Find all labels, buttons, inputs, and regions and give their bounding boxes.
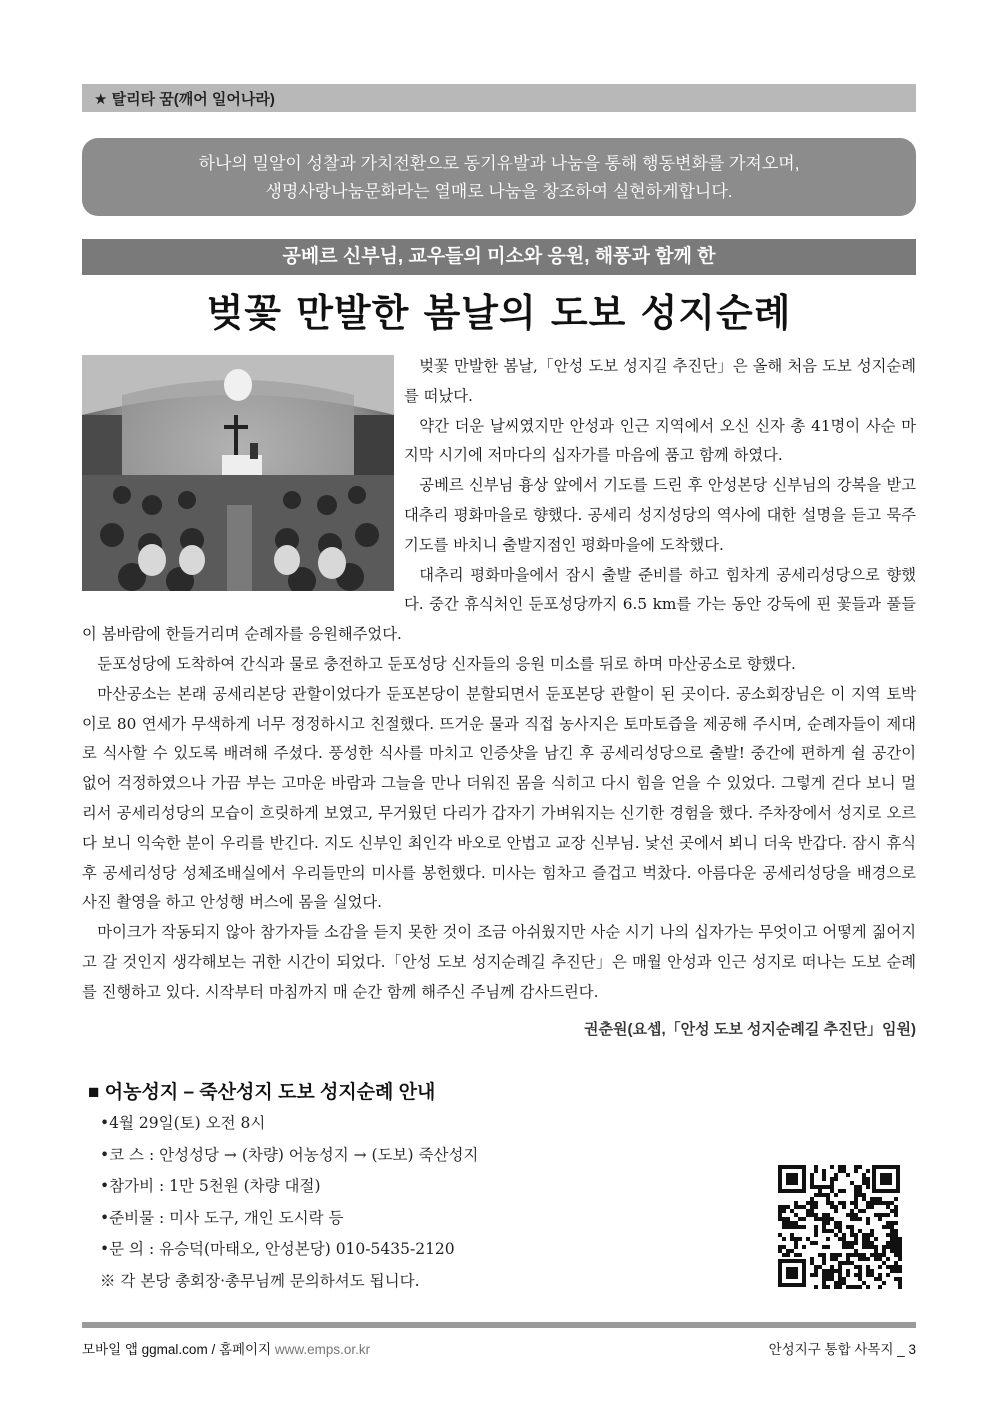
section-header-bar (82, 84, 916, 112)
notice-item-course: •코 스 : 안성성당 → (차량) 어농성지 → (도보) 죽산성지 (100, 1145, 479, 1164)
footer-divider (82, 1322, 916, 1328)
article-paragraph-1: 벚꽃 만발한 봄날,「안성 도보 성지길 추진단」은 올해 처음 도보 성지순례를 떠났다. (404, 357, 916, 405)
notice-item-contact: •문 의 : 유승덕(마태오, 안성본당) 010-5435-2120 (100, 1240, 455, 1258)
mission-line-2: 생명사랑나눔문화라는 열매로 나눔을 창조하여 실현하게합니다. (265, 182, 733, 201)
article-paragraph-4: 대추리 평화마을에서 잠시 출발 준비를 하고 힘차게 공세리성당으로 향했다. 중간 휴식처인 둔포성당까지 6.5 km를 가는 동안 강둑에 핀 꽃들과 풀들이 봄바람에 한들거리며 순례자를 응원해주었다. (82, 565, 916, 644)
notice-item-note: ※ 각 본당 총회장·총무님께 문의하셔도 됩니다. (100, 1271, 420, 1290)
notice-list (100, 1108, 478, 1297)
section-label: ★ 탈리타 꿈(깨어 일어나라) (94, 91, 275, 108)
article-paragraph-7: 마이크가 작동되지 않아 참가자들 소감을 듣지 못한 것이 조금 아쉬웠지만 사순 시기 나의 십자가는 무엇이고 어떻게 짊어지고 갈 것인지 생각해보는 귀한 시간이 되었다.「안성 도보 성지순례길 추진단」은 매월 안성과 인근 성지로 떠나는 도보 순례를 진행하고 있다. 시작부터 마침까지 매 순간 함께 해주신 주님께 감사드린다. (82, 923, 916, 1001)
article-title: 벚꽃 만발한 봄날의 도보 성지순례 (206, 290, 792, 335)
article-paragraph-6: 마산공소는 본래 공세리본당 관할이었다가 둔포본당이 분할되면서 둔포본당 관할이 된 곳이다. 공소회장님은 이 지역 토박이로 80 연세가 무색하게 너무 정정하시고 친절했다. 뜨거운 물과 직접 농사지은 토마토즙을 제공해 주시며, 순례자들이 제대로 식사할 수 있도록 배려해 주셨다. 풍성한 식사를 마치고 인증샷을 남긴 후 공세리성당으로 출발! 중간에 편하게 쉴 공간이 없어 걱정하였으나 가끔 부는 고마운 바람과 그늘을 만나 더워진 몸을 식히고 다시 힘을 얻을 수 있었다. 그렇게 걷다 보니 멀리서 공세리성당의 모습이 흐릿하게 보였고, 무거웠던 다리가 갑자기 가벼워지는 신기한 경험을 했다. 주차장에서 성지로 오르다 보니 익숙한 분이 우리를 반긴다. 지도 신부인 최인각 바오로 안법고 교장 신부님. 낯선 곳에서 뵈니 더욱 반갑다. 잠시 휴식 후 공세리성당 성체조배실에서 우리들만의 미사를 봉헌했다. 미사는 힘차고 즐겁고 벅찼다. 아름다운 공세리성당을 배경으로 사진 촬영을 하고 안성행 버스에 몸을 실었다. (82, 684, 916, 912)
notice-item-supplies: •준비물 : 미사 도구, 개인 도시락 등 (100, 1208, 344, 1227)
article-paragraph-2: 약간 더운 날씨였지만 안성과 인근 지역에서 오신 신자 총 41명이 사순 마지막 시기에 저마다의 십자가를 마음에 품고 함께 하였다. (404, 416, 916, 465)
notice-title: ■ 어농성지 – 죽산성지 도보 성지순례 안내 (88, 1082, 436, 1103)
notice-item-fee: •참가비 : 1만 5천원 (차량 대절) (100, 1177, 321, 1195)
footer-contact-prefix: 모바일 앱 ggmal.com / 홈페이지 (82, 1342, 272, 1357)
mission-line-1: 하나의 밀알이 성찰과 가치전환으로 동기유발과 나눔을 통해 행동변화를 가져오며, (198, 154, 800, 173)
article-paragraph-3: 공베르 신부님 흉상 앞에서 기도를 드린 후 안성본당 신부님의 강복을 받고 대추리 평화마을로 향했다. 공세리 성지성당의 역사에 대한 설명을 듣고 묵주기도를 바치니 출발지점인 평화마을에 도착했다. (404, 476, 916, 554)
qr-code-icon[interactable] (776, 1163, 902, 1289)
article-subtitle: 공베르 신부님, 교우들의 미소와 응원, 해풍과 함께 한 (82, 239, 916, 275)
article-body (82, 352, 916, 1008)
article-author: 권춘원(요셉,「안성 도보 성지순례길 추진단」임원) (584, 1021, 916, 1038)
mission-statement-box (82, 138, 916, 216)
homepage-link[interactable]: www.emps.or.kr (274, 1342, 371, 1357)
photo-spacer (82, 352, 404, 602)
footer-publication: 안성지구 통합 사목지 _ 3 (768, 1342, 916, 1357)
article-paragraph-5: 둔포성당에 도착하여 간식과 물로 충전하고 둔포성당 신자들의 응원 미소를 뒤로 하며 마산공소로 향했다. (97, 654, 796, 673)
notice-item-date: •4월 29일(토) 오전 8시 (100, 1114, 266, 1132)
footer-contact (82, 1338, 370, 1358)
